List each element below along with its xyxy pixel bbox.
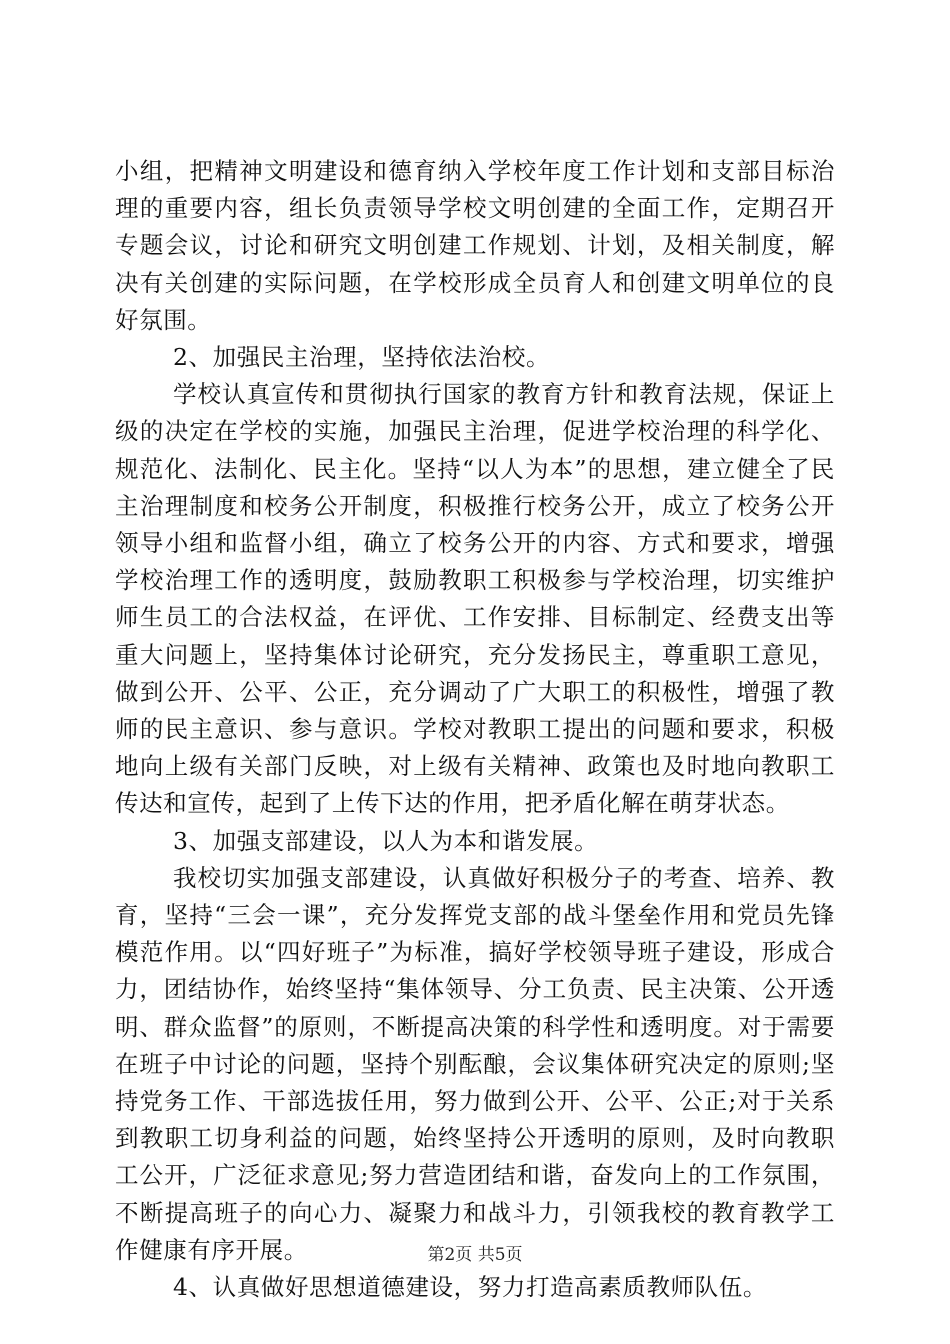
paragraph-continued: 小组，把精神文明建设和德育纳入学校年度工作计划和支部目标治理的重要内容，组长负责领导学校文明创建的全面工作，定期召开专题会议，讨论和研究文明创建工作规划、计划，及相关制度，解决有关创建的实际问题，在学校形成全员育人和创建文明单位的良好氛围。 <box>115 157 835 334</box>
paragraph-branch-construction: 我校切实加强支部建设，认真做好积极分子的考查、培养、教育，坚持“三会一课”，充分发挥党支部的战斗堡垒作用和党员先锋模范作用。以“四好班子”为标准，搞好学校领导班子建设，形成合力，团结协作，始终坚持“集体领导、分工负责、民主决策、公开透明、群众监督”的原则，不断提高决策的科学性和透明度。对于需要在班子中讨论的问题，坚持个别酝酿，会议集体研究决定的原则;坚持党务工作、干部选拔任用，努力做到公开、公平、公正;对于关系到教职工切身利益的问题，始终坚持公开透明的原则，及时向教职工公开，广泛征求意见;努力营造团结和谐，奋发向上的工作氛围，不断提高班子的向心力、凝聚力和战斗力，引领我校的教育教学工作健康有序开展。 <box>115 863 835 1264</box>
paragraph-democratic-management: 学校认真宣传和贯彻执行国家的教育方针和教育法规，保证上级的决定在学校的实施，加强民主治理，促进学校治理的科学化、规范化、法制化、民主化。坚持“以人为本”的思想，建立健全了民主治理制度和校务公开制度，积极推行校务公开，成立了校务公开领导小组和监督小组，确立了校务公开的内容、方式和要求，增强学校治理工作的透明度，鼓励教职工积极参与学校治理，切实维护师生员工的合法权益，在评优、工作安排、目标制定、经费支出等重大问题上，坚持集体讨论研究，充分发扬民主，尊重职工意见，做到公开、公平、公正，充分调动了广大职工的积极性，增强了教师的民主意识、参与意识。学校对教职工提出的问题和要求，积极地向上级有关部门反映，对上级有关精神、政策也及时地向教职工传达和宣传，起到了上传下达的作用，把矛盾化解在萌芽状态。 <box>115 380 835 818</box>
page-number-footer: 第2页 共5页 <box>427 1245 523 1265</box>
section-heading-3: 3、加强支部建设，以人为本和谐发展。 <box>173 826 599 855</box>
document-body <box>115 153 835 1306</box>
section-heading-2: 2、加强民主治理，坚持依法治校。 <box>173 343 551 372</box>
section-heading-4: 4、认真做好思想道德建设，努力打造高素质教师队伍。 <box>173 1273 767 1302</box>
